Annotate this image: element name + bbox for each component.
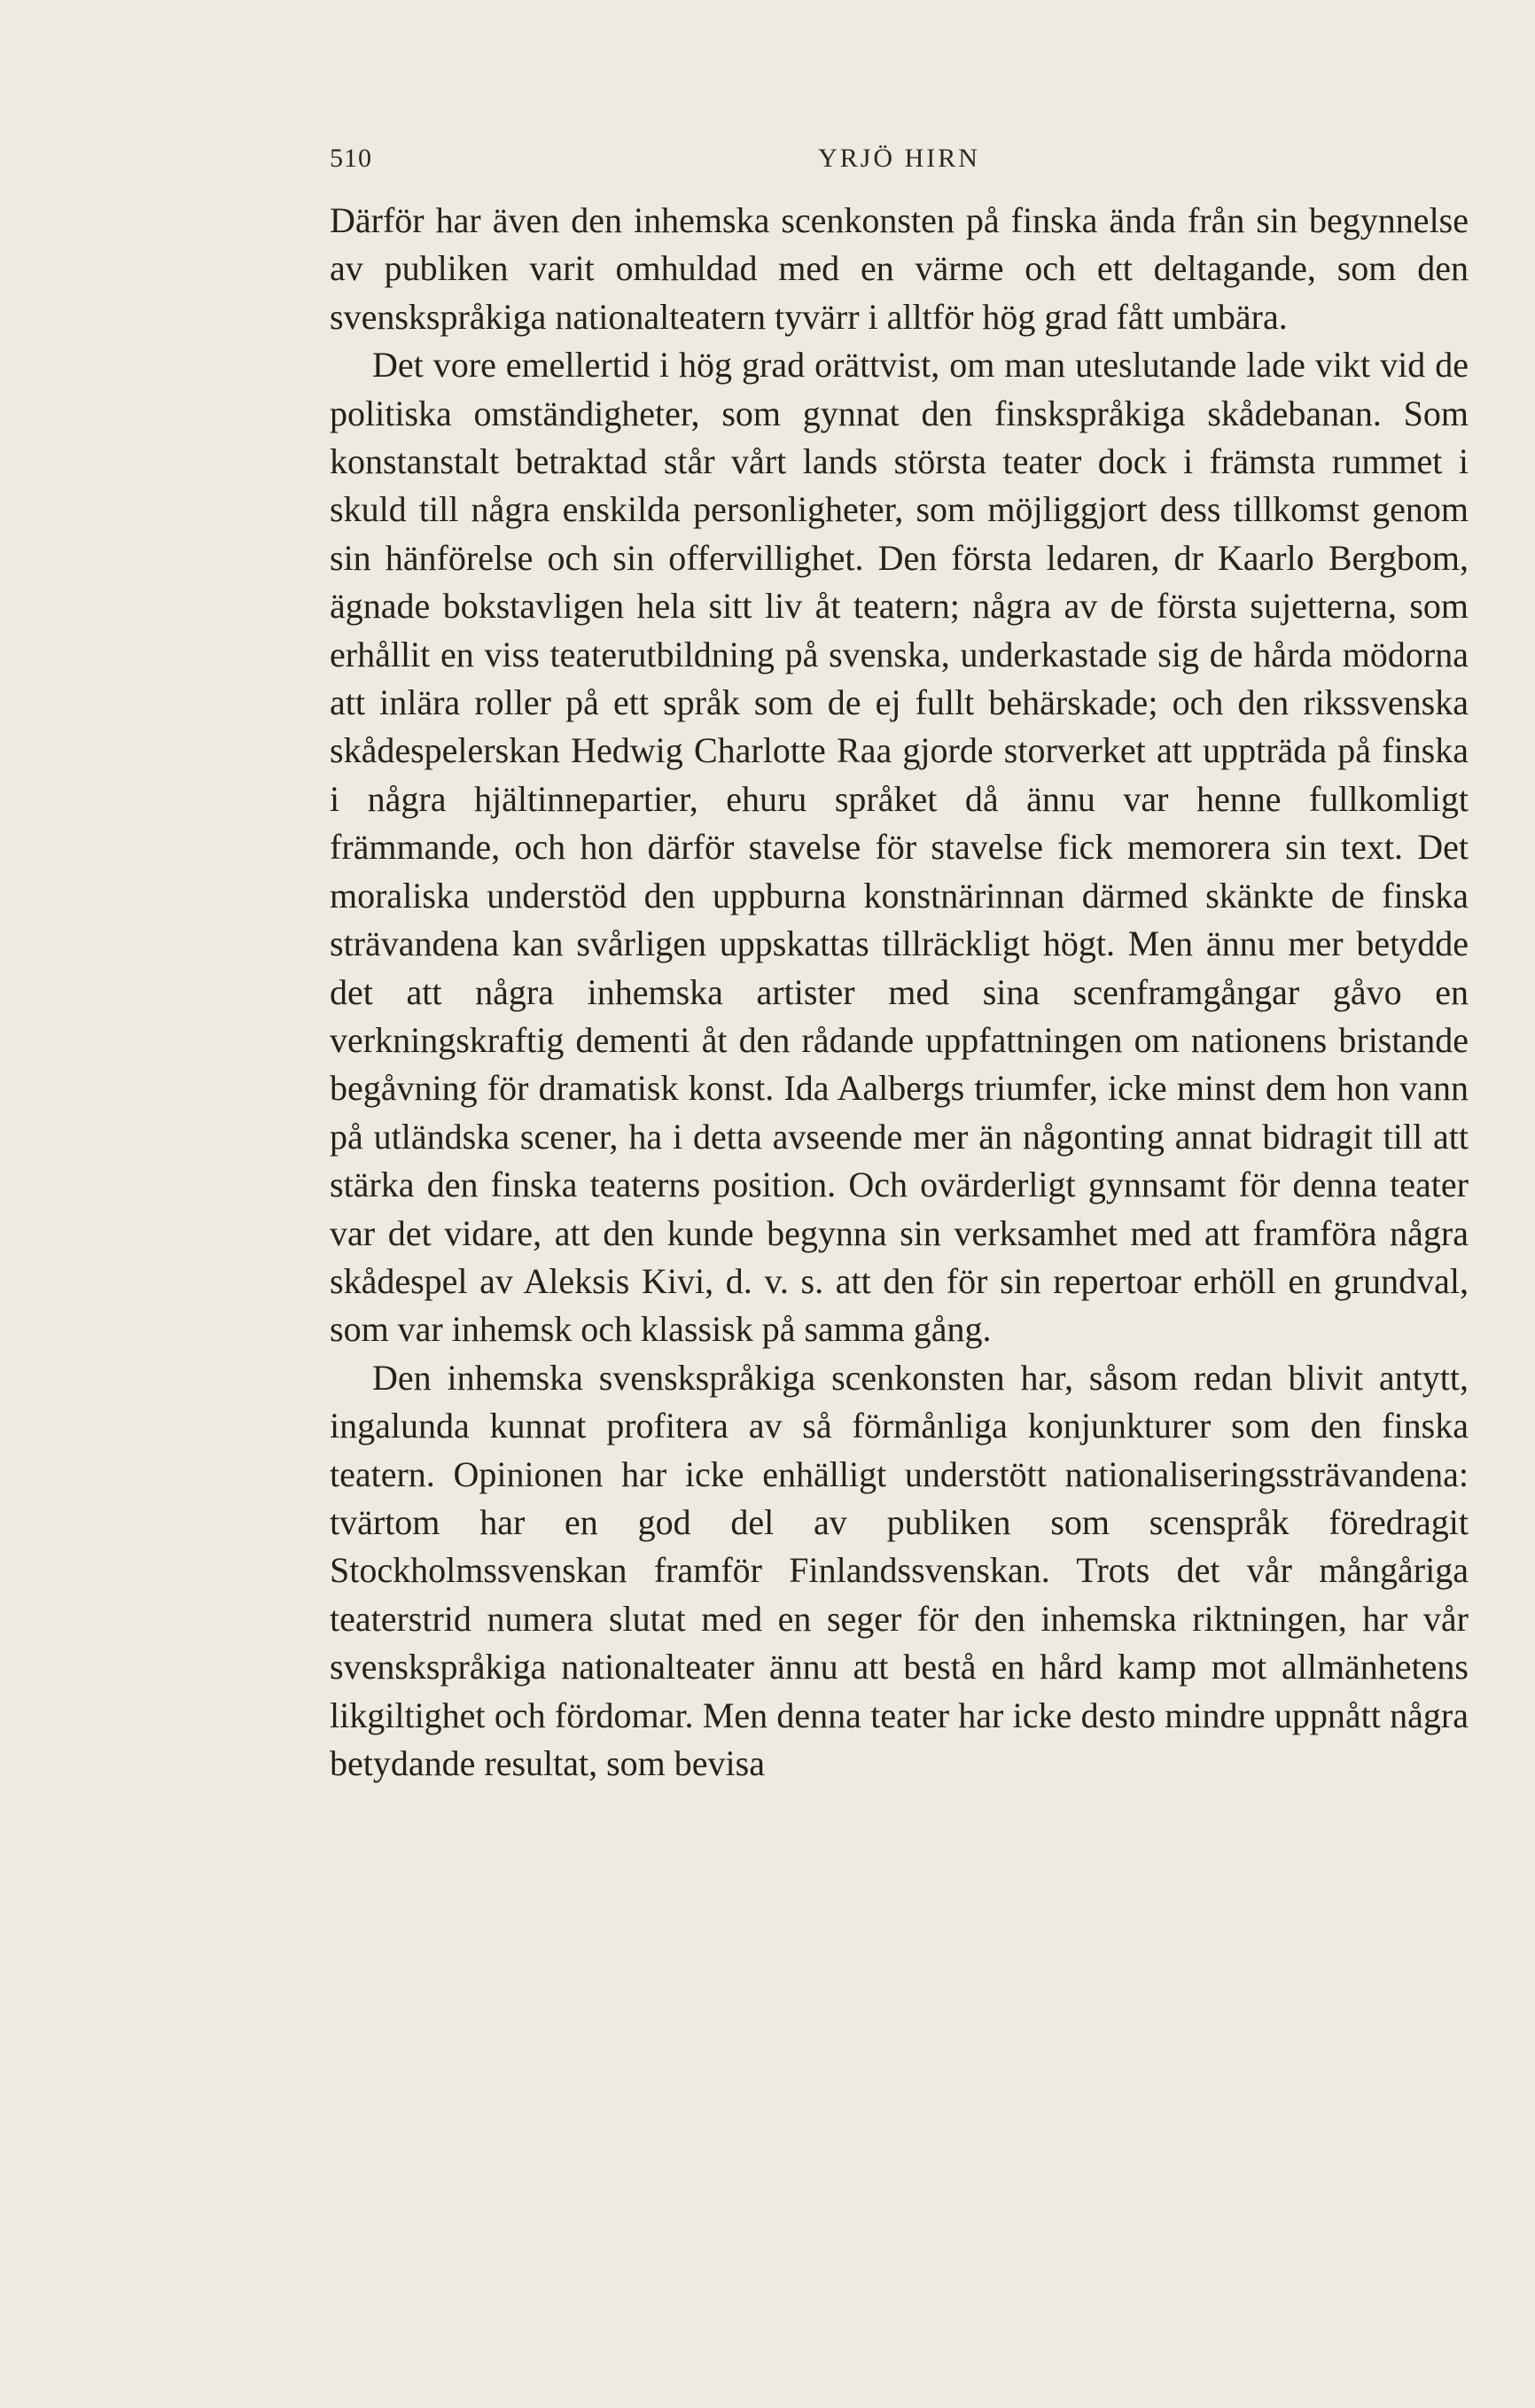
body-text <box>330 197 1469 1788</box>
running-head-author: YRJÖ HIRN <box>818 144 980 173</box>
paragraph-2: Det vore emellertid i hög grad orättvist, om man uteslutande lade vikt vid de politiska omständigheter, som gynnat den finskspråkiga skådebanan. Som konstanstalt betraktad står vårt lands största teater dock i främsta rummet i skuld till några enskilda personligheter, som möjliggjort dess tillkomst genom sin hänförelse och sin offervillighet. Den första ledaren, dr Kaarlo Bergbom, ägnade bokstavligen hela sitt liv åt teatern; några av de första sujetterna, som erhållit en viss teaterutbildning på svenska, underkastade sig de hårda mödorna att inlära roller på ett språk som de ej fullt behärskade; och den rikssvenska skådespelerskan Hedwig Charlotte Raa gjorde storverket att uppträda på finska i några hjältinnepartier, ehuru språket då ännu var henne fullkomligt främmande, och hon därför stavelse för stavelse fick memorera sin text. Det moraliska understöd den uppburna konstnärinnan därmed skänkte de finska strävandena kan svårligen uppskattas tillräckligt högt. Men ännu mer betydde det att några inhemska artister med sina scenframgångar gåvo en verkningskraftig dementi åt den rådande uppfattningen om nationens bristande begåvning för dramatisk konst. Ida Aalbergs triumfer, icke minst dem hon vann på utländska scener, ha i detta avseende mer än någonting annat bidragit till att stärka den finska teaterns position. Och ovärderligt gynnsamt för denna teater var det vidare, att den kunde begynna sin verksamhet med att framföra några skådespel av Aleksis Kivi, d. v. s. att den för sin repertoar erhöll en grundval, som var inhemsk och klassisk på samma gång. <box>330 345 1469 1350</box>
paragraph-3: Den inhemska svenskspråkiga scenkonsten har, såsom redan blivit antytt, ingalunda kunnat profitera av så förmånliga konjunkturer som den finska teatern. Opinionen har icke enhälligt understött nationaliseringssträvandena: tvärtom har en god del av publiken som scenspråk föredragit Stockholmssvenskan framför Finlandssvenskan. Trots det vår mångåriga teaterstrid numera slutat med en seger för den inhemska riktningen, har vår svenskspråkiga nationalteater ännu att bestå en hård kamp mot allmänhetens likgiltighet och fördomar. Men denna teater har icke desto mindre uppnått några betydande resultat, som bevisa <box>330 1357 1469 1783</box>
page-number: 510 <box>330 144 372 173</box>
running-head <box>330 144 1469 179</box>
paragraph-1: Därför har även den inhemska scenkonsten på finska ända från sin begynnelse av publiken varit omhuldad med en värme och ett deltagande, som den svenskspråkiga nationalteatern tyvärr i alltför hög grad fått umbära. <box>330 200 1469 337</box>
